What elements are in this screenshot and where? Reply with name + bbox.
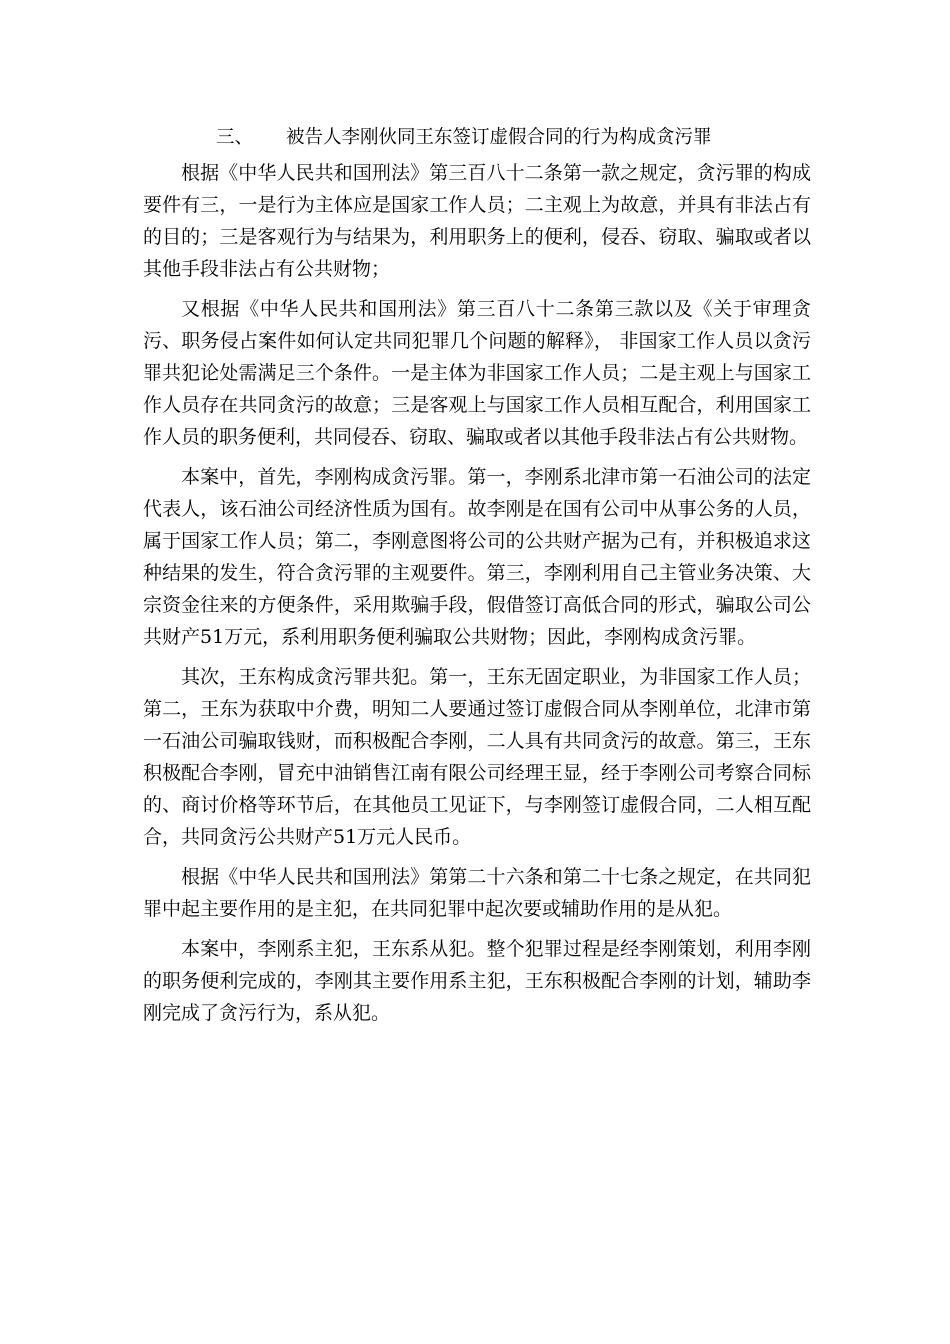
paragraph: 根据《中华人民共和国刑法》第第二十六条和第二十七条之规定，在共同犯罪中起主要作用的是主犯，在共同犯罪中起次要或辅助作用的是从犯。	[143, 866, 811, 920]
paragraph: 本案中，李刚系主犯，王东系从犯。整个犯罪过程是经李刚策划，利用李刚的职务便利完成的，李刚其主要作用系主犯，王东积极配合李刚的计划，辅助李刚完成了贪污行为，系从犯。	[143, 938, 811, 1024]
section-number: 三、	[216, 127, 254, 148]
paragraph: 根据《中华人民共和国刑法》第三百八十二条第一款之规定，贪污罪的构成要件有三，一是行为主体应是国家工作人员；二主观上为故意，并具有非法占有的目的；三是客观行为与结果为，利用职务上的便利，侵吞、窃取、骗取或者以其他手段非法占有公共财物；	[143, 162, 811, 280]
paragraph: 本案中，首先，李刚构成贪污罪。第一，李刚系北津市第一石油公司的法定代表人，该石油公司经济性质为国有。故李刚是在国有公司中从事公务的人员，属于国家工作人员；第二，李刚意图将公司的公共财产据为己有，并积极追求这种结果的发生，符合贪污罪的主观要件。第三，李刚利用自己主管业务决策、大宗资金往来的方便条件，采用欺骗手段，假借签订高低合同的形式，骗取公司公共财产51万元，系利用职务便利骗取公共财物；因此，李刚构成贪污罪。	[143, 466, 811, 648]
document-body	[143, 157, 811, 1029]
section-title: 被告人李刚伙同王东签订虚假合同的行为构成贪污罪	[286, 127, 712, 148]
paragraph: 其次，王东构成贪污罪共犯。第一，王东无固定职业，为非国家工作人员；第二，王东为获取中介费，明知二人要通过签订虚假合同从李刚单位，北津市第一石油公司骗取钱财，而积极配合李刚，二人具有共同贪污的故意。第三，王东积极配合李刚，冒充中油销售江南有限公司经理王显，经于李刚公司考察合同标的、商讨价格等环节后，在其他员工见证下，与李刚签订虚假合同，二人相互配合，共同贪污公共财产51万元人民币。	[143, 666, 811, 848]
section-heading	[216, 123, 712, 153]
paragraph: 又根据《中华人民共和国刑法》第三百八十二条第三款以及《关于审理贪污、职务侵占案件如何认定共同犯罪几个问题的解释》， 非国家工作人员以贪污罪共犯论处需满足三个条件。一是主体为非国家工作人员；二是主观上与国家工作人员存在共同贪污的故意；三是客观上与国家工作人员相互配合，利用国家工作人员的职务便利，共同侵吞、窃取、骗取或者以其他手段非法占有公共财物。	[143, 298, 811, 448]
